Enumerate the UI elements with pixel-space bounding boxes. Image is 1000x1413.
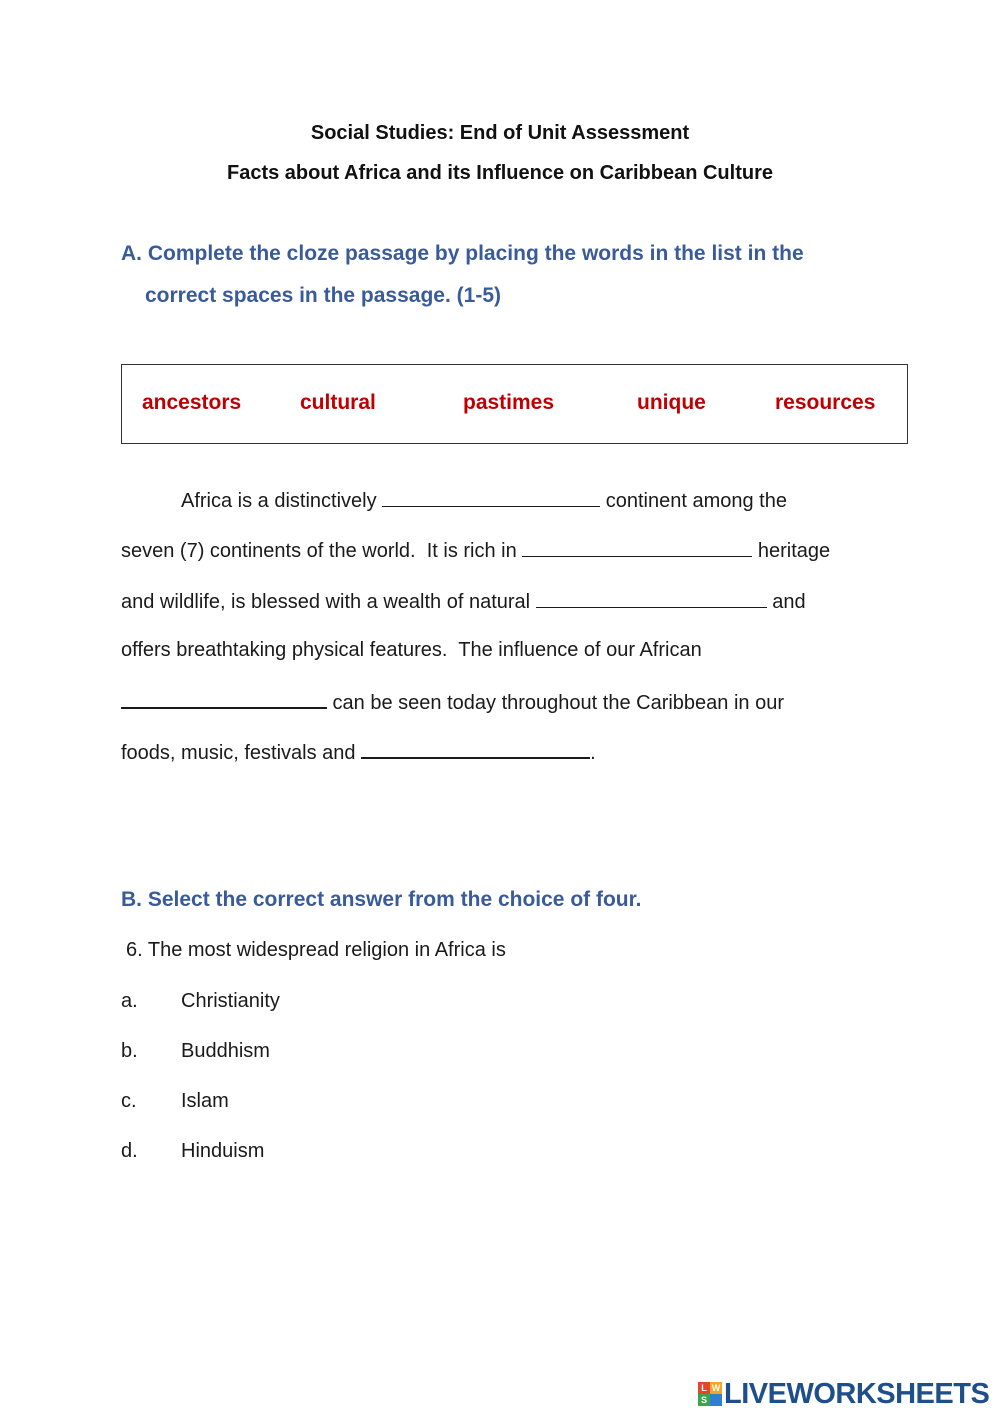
word-bank-item: pastimes [463, 391, 555, 414]
passage-line-1 [181, 488, 787, 513]
passage-text: seven (7) continents of the world. It is rich in [121, 540, 523, 562]
logo-mark-cell: L [698, 1382, 710, 1394]
passage-line-4: offers breathtaking physical features. The influence of our African [121, 639, 702, 661]
section-b-heading: B. Select the correct answer from the choice of four. [121, 888, 642, 911]
option-christianity[interactable]: Christianity [181, 990, 280, 1012]
option-letter[interactable]: c. [121, 1090, 137, 1112]
option-buddhism[interactable]: Buddhism [181, 1040, 270, 1062]
liveworksheets-logo [698, 1378, 989, 1410]
passage-line-6 [121, 739, 596, 765]
answer-blank-1[interactable] [382, 488, 600, 507]
passage-text: heritage [752, 540, 831, 562]
answer-blank-2[interactable] [522, 538, 752, 557]
question-6: 6. The most widespread religion in Africa is [126, 939, 506, 961]
logo-text: LIVEWORKSHEETS [724, 1377, 990, 1410]
page-subtitle: Facts about Africa and its Influence on Caribbean Culture [226, 162, 773, 184]
passage-line-3 [121, 589, 806, 614]
passage-text: foods, music, festivals and [121, 742, 362, 764]
word-bank-item: cultural [300, 391, 376, 414]
word-bank-item: ancestors [142, 391, 242, 414]
logo-mark-cell [710, 1394, 722, 1406]
word-bank-item: resources [775, 391, 876, 414]
passage-text: and wildlife, is blessed with a wealth of natural [121, 591, 536, 613]
passage-text: . [590, 742, 596, 764]
passage-text: Africa is a distinctively [181, 490, 383, 512]
answer-blank-4[interactable] [121, 689, 327, 709]
word-bank-item: unique [637, 391, 706, 414]
passage-text: can be seen today throughout the Caribbean in our [327, 692, 784, 714]
logo-mark-cell: S [698, 1394, 710, 1406]
option-letter[interactable]: b. [121, 1040, 138, 1062]
logo-mark-cell: W [711, 1383, 721, 1393]
answer-blank-3[interactable] [536, 589, 767, 608]
option-letter[interactable]: d. [121, 1140, 138, 1162]
option-letter[interactable]: a. [121, 990, 138, 1012]
page-title: Social Studies: End of Unit Assessment [310, 122, 690, 144]
section-a-heading: A. Complete the cloze passage by placing the words in the list in the [121, 242, 804, 265]
section-a-heading-continued: correct spaces in the passage. (1-5) [145, 284, 501, 307]
logo-mark-icon [698, 1382, 722, 1406]
passage-text: and [766, 591, 806, 613]
passage-line-2 [121, 538, 830, 563]
option-hinduism[interactable]: Hinduism [181, 1140, 265, 1162]
passage-line-5 [121, 689, 784, 715]
option-islam[interactable]: Islam [181, 1090, 229, 1112]
answer-blank-5[interactable] [361, 739, 590, 759]
passage-text: continent among the [600, 490, 787, 512]
